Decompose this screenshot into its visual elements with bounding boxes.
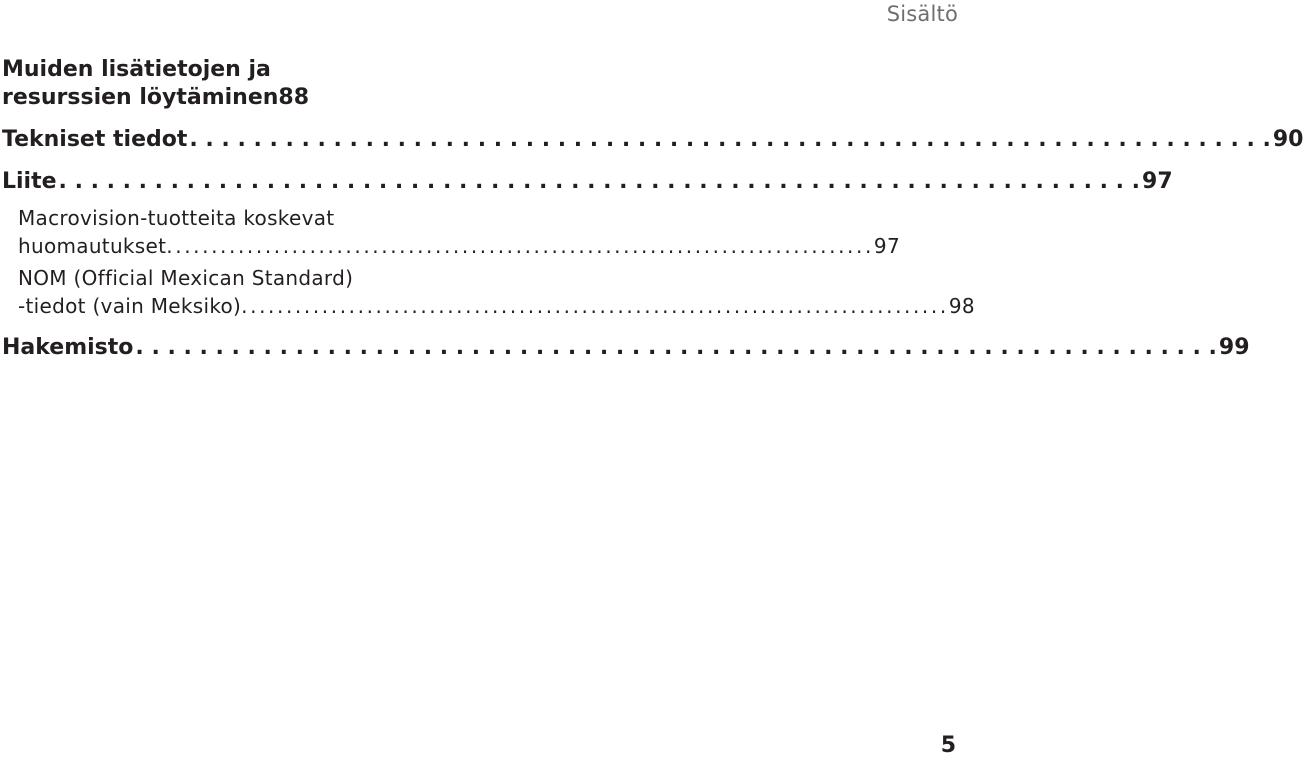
toc-leader-dots bbox=[59, 168, 1140, 196]
toc-leader-dots bbox=[166, 232, 874, 260]
toc-entry-page: 99 bbox=[1218, 335, 1250, 360]
toc-entry-page: 97 bbox=[873, 234, 900, 258]
toc-entry-resources[interactable] bbox=[2, 56, 464, 112]
toc-leader-dots bbox=[241, 292, 949, 320]
toc-entry-page: 90 bbox=[1272, 127, 1304, 152]
table-of-contents bbox=[2, 56, 1304, 362]
toc-entry-page: 88 bbox=[278, 85, 310, 110]
toc-entry-index[interactable] bbox=[2, 334, 1250, 362]
toc-entry-specifications[interactable] bbox=[2, 126, 1304, 154]
section-header: Sisältö bbox=[886, 2, 958, 26]
toc-entry-title: Tekniset tiedot bbox=[2, 127, 188, 152]
toc-leader-dots bbox=[135, 334, 1216, 362]
toc-leader-dots bbox=[189, 126, 1270, 154]
toc-entry-title: Hakemisto bbox=[2, 335, 134, 360]
toc-entry-page: 98 bbox=[948, 294, 975, 318]
toc-entry-title-line1: NOM (Official Mexican Standard) bbox=[18, 266, 354, 290]
toc-entry-nom[interactable] bbox=[2, 264, 975, 320]
toc-entry-title-line2: resurssien löytäminen bbox=[2, 85, 279, 110]
toc-entry-title: Liite bbox=[2, 169, 57, 194]
toc-entry-title-line2: -tiedot (vain Meksiko) bbox=[18, 294, 242, 318]
toc-entry-page: 97 bbox=[1142, 169, 1173, 194]
toc-entry-title-line1: Macrovision-tuotteita koskevat bbox=[18, 206, 335, 230]
page-number: 5 bbox=[940, 733, 956, 758]
toc-entry-macrovision[interactable] bbox=[2, 204, 900, 260]
toc-entry-title-line2: huomautukset bbox=[18, 234, 167, 258]
toc-entry-title-line1: Muiden lisätietojen ja bbox=[2, 57, 271, 82]
toc-entry-appendix[interactable] bbox=[2, 168, 1173, 196]
